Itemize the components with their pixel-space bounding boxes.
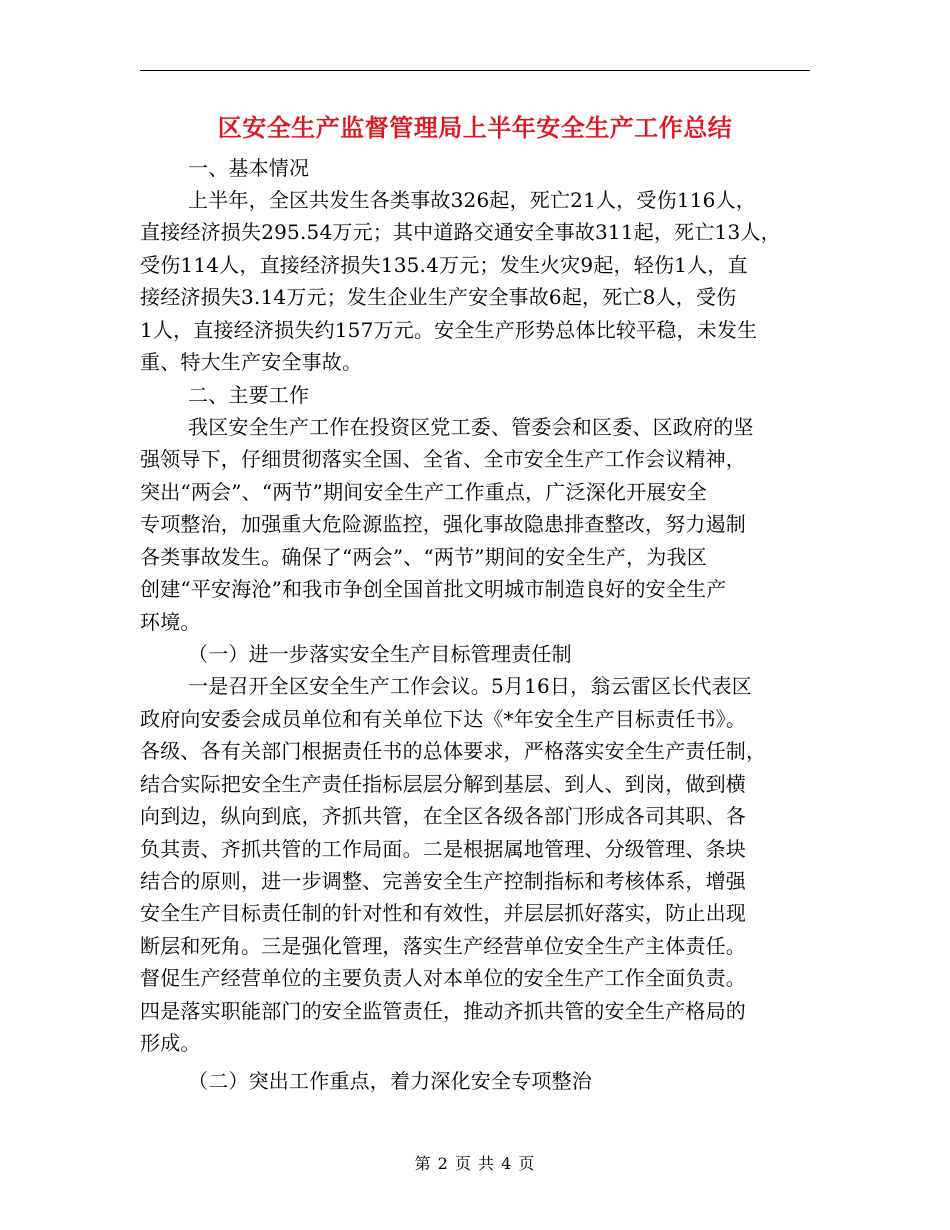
paragraph-line: 我区安全生产工作在投资区党工委、管委会和区委、区政府的坚 (188, 415, 754, 439)
paragraph-line: 专项整治，加强重大危险源监控，强化事故隐患排查整改，努力遏制 (140, 512, 746, 536)
paragraph-line: 直接经济损失295.54万元；其中道路交通安全事故311起，死亡13人， (140, 220, 781, 244)
paragraph-line: 接经济损失3.14万元；发生企业生产安全事故6起，死亡8人，受伤 (140, 285, 737, 309)
paragraph-line: 负其责、齐抓共管的工作局面。二是根据属地管理、分级管理、条块 (140, 837, 746, 861)
page-number: 第 2 页 共 4 页 (414, 1154, 536, 1173)
section-heading-basic: 一、基本情况 (188, 156, 310, 180)
paragraph-line: 上半年，全区共发生各类事故326起，死亡21人，受伤116人， (188, 188, 756, 212)
paragraph-line: 各类事故发生。确保了“两会”、“两节”期间的安全生产，为我区 (140, 545, 707, 569)
paragraph-line: 安全生产目标责任制的针对性和有效性，并层层抓好落实，防止出现 (140, 901, 746, 925)
paragraph-line: 创建“平安海沧”和我市争创全国首批文明城市制造良好的安全生产 (140, 577, 727, 601)
subsection-heading-2: （二）突出工作重点，着力深化安全专项整治 (188, 1069, 592, 1093)
paragraph-line: 强领导下，仔细贯彻落实全国、全省、全市安全生产工作会议精神， (140, 447, 746, 471)
paragraph-line: 督促生产经营单位的主要负责人对本单位的安全生产工作全面负责。 (140, 966, 746, 990)
paragraph-line: 重、特大生产安全事故。 (140, 350, 363, 374)
paragraph-line: 形成。 (140, 1031, 201, 1055)
paragraph-line: 结合实际把安全生产责任指标层层分解到基层、到人、到岗，做到横 (140, 772, 746, 796)
paragraph-line: 1人，直接经济损失约157万元。安全生产形势总体比较平稳，未发生 (140, 318, 758, 342)
paragraph-line: 政府向安委会成员单位和有关单位下达《*年安全生产目标责任书》。 (140, 707, 747, 731)
paragraph-line: 突出“两会”、“两节”期间安全生产工作重点，广泛深化开展安全 (140, 480, 707, 504)
subsection-heading-1: （一）进一步落实安全生产目标管理责任制 (188, 642, 572, 666)
paragraph-line: 断层和死角。三是强化管理，落实生产经营单位安全生产主体责任。 (140, 934, 746, 958)
paragraph-line: 结合的原则，进一步调整、完善安全生产控制指标和考核体系，增强 (140, 869, 746, 893)
section-heading-work: 二、主要工作 (188, 383, 310, 407)
header-rule (140, 70, 810, 71)
paragraph-line: 各级、各有关部门根据责任书的总体要求，严格落实安全生产责任制， (140, 739, 767, 763)
paragraph-line: 一是召开全区安全生产工作会议。5月16日，翁云雷区长代表区 (188, 674, 752, 698)
document-title: 区安全生产监督管理局上半年安全生产工作总结 (217, 113, 733, 142)
paragraph-line: 向到边，纵向到底，齐抓共管，在全区各级各部门形成各司其职、各 (140, 804, 746, 828)
paragraph-line: 环境。 (140, 610, 201, 634)
paragraph-line: 四是落实职能部门的安全监管责任，推动齐抓共管的安全生产格局的 (140, 999, 746, 1023)
paragraph-line: 受伤114人，直接经济损失135.4万元；发生火灾9起，轻伤1人，直 (140, 253, 748, 277)
